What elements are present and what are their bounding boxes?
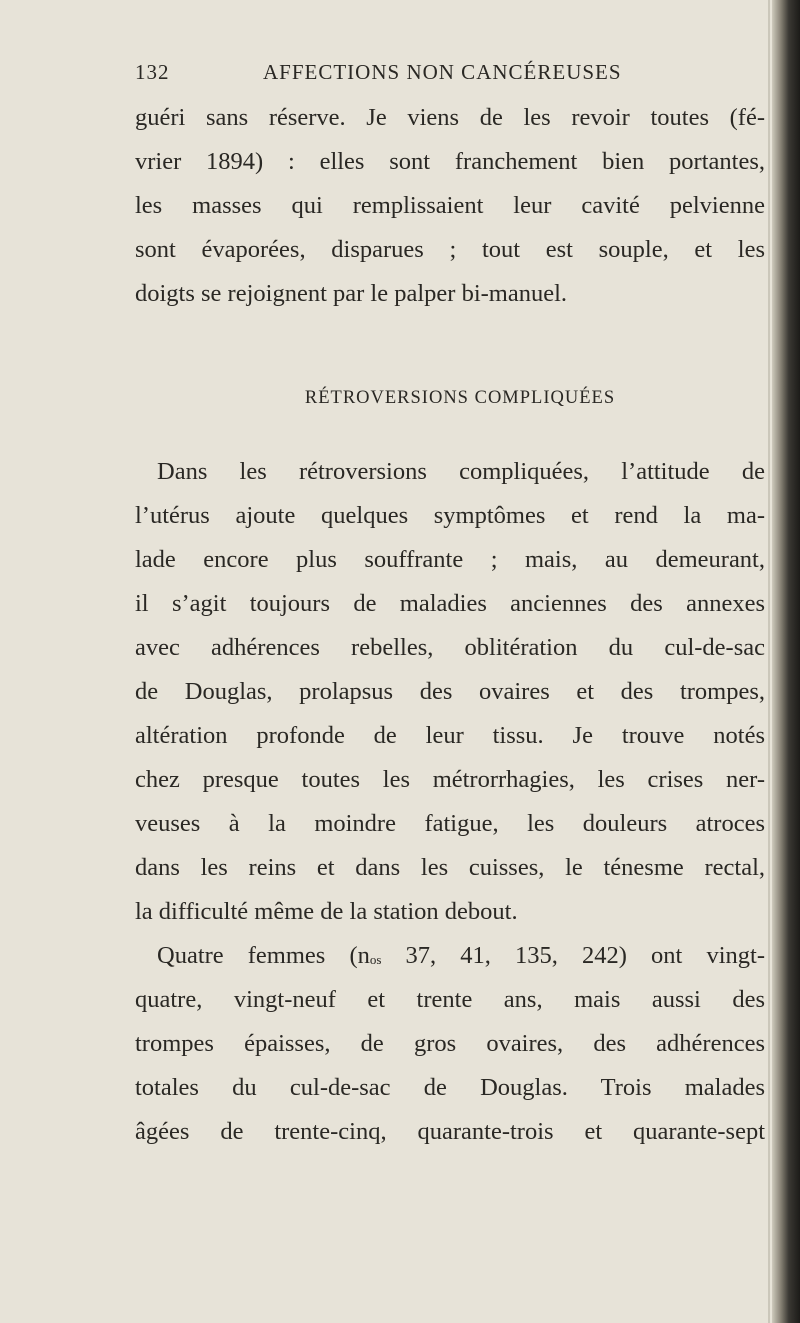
text-line: les masses qui remplissaient leur cavité pelvienne [135,192,765,219]
text-line: altération profonde de leur tissu. Je trouve notés [135,722,765,749]
section-heading: RÉTROVERSIONS COMPLIQUÉES [304,388,616,408]
text-line: avec adhérences rebelles, oblitération du cul-de-sac [135,634,765,661]
text-line: trompes épaisses, de gros ovaires, des adhérences [135,1030,765,1057]
page-number: 132 [135,60,170,84]
text-fragment: Quatre femmes (n [157,942,370,969]
paragraph-1 [135,96,765,316]
paragraph-2 [135,450,765,934]
text-line: âgées de trente-cinq, quarante-trois et quarante-sept [135,1118,765,1145]
text-line: vrier 1894) : elles sont franchement bien portantes, [135,148,765,175]
text-line: il s’agit toujours de maladies anciennes des annexes [135,590,765,617]
text-line: quatre, vingt-neuf et trente ans, mais aussi des [135,986,765,1013]
text-line: l’utérus ajoute quelques symptômes et rend la ma- [135,502,765,529]
text-line [135,934,765,978]
text-line: guéri sans réserve. Je viens de les revoir toutes (fé- [135,104,765,131]
text-line: veuses à la moindre fatigue, les douleurs atroces [135,810,765,837]
page-text-block [135,60,765,1154]
page-header [135,60,765,96]
text-line: de Douglas, prolapsus des ovaires et des trompes, [135,678,765,705]
text-line: doigts se rejoignent par le palper bi-manuel. [135,280,568,307]
paragraph-3 [135,934,765,1154]
superscript: os [369,952,382,967]
text-line: dans les reins et dans les cuisses, le ténesme rectal, [135,854,765,881]
text-line: chez presque toutes les métrorrhagies, les crises ner- [135,766,765,793]
text-line: la difficulté même de la station debout. [135,898,518,925]
text-line: sont évaporées, disparues ; tout est souple, et les [135,236,765,263]
book-binding-edge [772,0,800,1323]
text-line: lade encore plus souffrante ; mais, au demeurant, [135,546,765,573]
running-title: AFFECTIONS NON CANCÉREUSES [263,60,622,84]
text-line: Dans les rétroversions compliquées, l’attitude de [157,458,765,485]
text-fragment: 37, 41, 135, 242) ont vingt- [381,942,765,969]
text-line: totales du cul-de-sac de Douglas. Trois malades [135,1074,765,1101]
page-edge-line [768,0,770,1323]
